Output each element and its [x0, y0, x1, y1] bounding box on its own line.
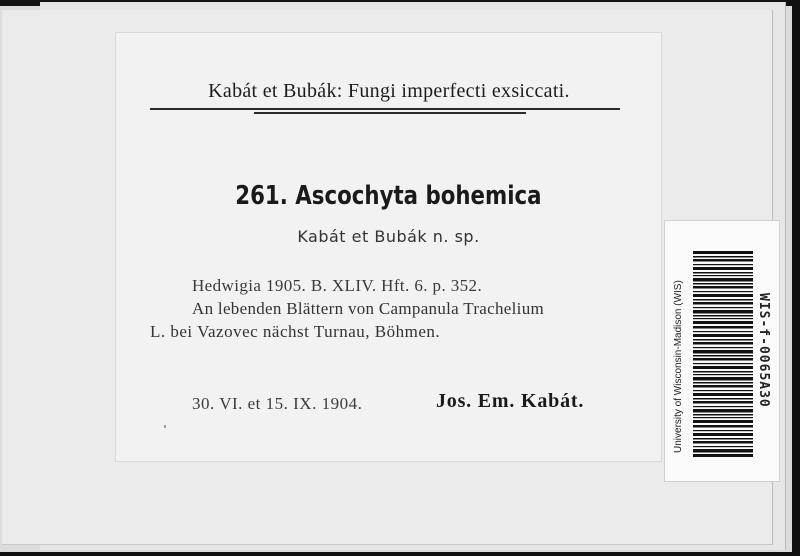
barcode-tag: [664, 220, 780, 482]
collection-date: 30. VI. et 15. IX. 1904.: [192, 394, 363, 413]
paper-speck: [164, 425, 166, 428]
collector: Jos. Em. Kabát.: [436, 390, 585, 412]
header-rule-top: [150, 108, 620, 110]
herbarium-sheet: [2, 10, 773, 545]
specimen-label: [115, 32, 662, 462]
barcode-id: WIS-f-0065A30: [756, 293, 771, 408]
series-header: Kabát et Bubák: Fungi imperfecti exsiccati.: [208, 80, 570, 102]
locality-line-1: An lebenden Blättern von Campanula Trachelium: [192, 299, 545, 318]
barcode-icon: [693, 251, 753, 457]
specimen-title: 261. Ascochyta bohemica: [235, 181, 542, 211]
header-rule-bottom: [254, 112, 526, 114]
institution-text: University of Wisconsin-Madison (WIS): [673, 280, 684, 453]
authors: Kabát et Bubák n. sp.: [297, 227, 480, 246]
citation: Hedwigia 1905. B. XLIV. Hft. 6. p. 352.: [192, 276, 483, 295]
locality-line-2: L. bei Vazovec nächst Turnau, Böhmen.: [150, 322, 441, 341]
